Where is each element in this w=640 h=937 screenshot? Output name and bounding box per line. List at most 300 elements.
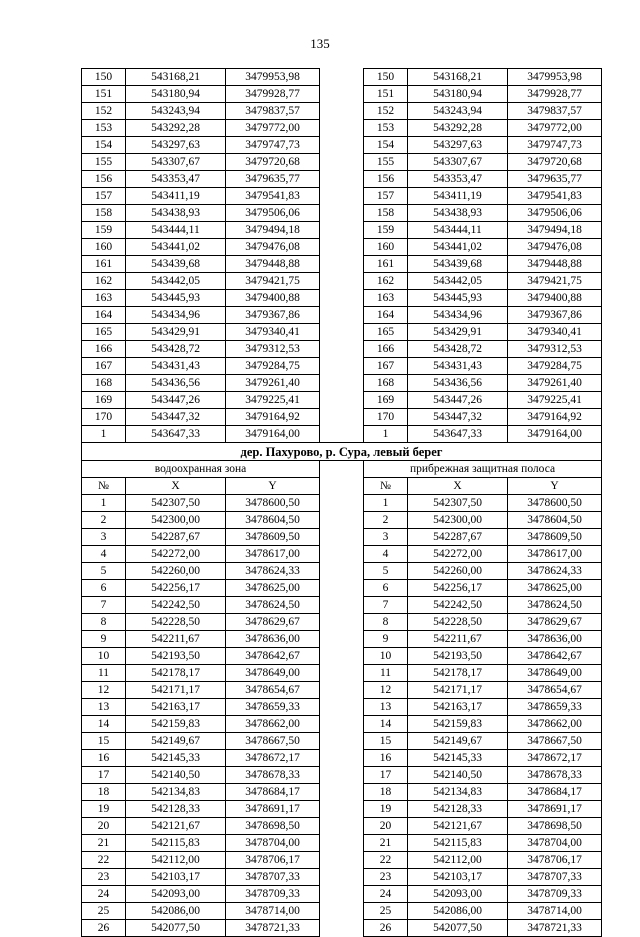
left-x-coordinate-cell: 543168,21 [126,69,226,86]
table-row [82,529,602,546]
left-x-coordinate-cell: 542128,33 [126,801,226,818]
left-point-number-cell: 26 [82,920,126,937]
right-y-coordinate-cell: 3479340,41 [508,324,602,341]
gap-cell [320,682,364,699]
water-protection-zone-label: водоохранная зона [82,461,320,478]
left-x-coordinate-cell: 542112,00 [126,852,226,869]
gap-cell [320,784,364,801]
table-row [82,86,602,103]
left-x-coordinate-cell: 542307,50 [126,495,226,512]
left-point-number-cell: 14 [82,716,126,733]
left-y-coordinate-cell: 3479837,57 [226,103,320,120]
left-x-coordinate-cell: 543429,91 [126,324,226,341]
gap-cell [320,767,364,784]
right-y-coordinate-cell: 3479928,77 [508,86,602,103]
table-row [82,103,602,120]
right-point-number-cell: 10 [364,648,408,665]
table-row [82,69,602,86]
right-x-coordinate-cell: 542149,67 [408,733,508,750]
right-point-number-cell: 170 [364,409,408,426]
left-x-coordinate-cell: 542121,67 [126,818,226,835]
left-y-coordinate-cell: 3479367,86 [226,307,320,324]
left-point-number-cell: 9 [82,631,126,648]
left-y-coordinate-cell: 3478642,67 [226,648,320,665]
table-row [82,426,602,443]
right-y-coordinate-cell: 3479400,88 [508,290,602,307]
left-x-coordinate-cell: 543447,26 [126,392,226,409]
right-point-number-cell: 8 [364,614,408,631]
left-y-coordinate-cell: 3478667,50 [226,733,320,750]
left-x-coordinate-cell: 543411,19 [126,188,226,205]
left-y-header: Y [226,478,320,495]
right-x-coordinate-cell: 542300,00 [408,512,508,529]
right-point-number-cell: 161 [364,256,408,273]
table-row [82,120,602,137]
right-point-number-cell: 151 [364,86,408,103]
left-y-coordinate-cell: 3479448,88 [226,256,320,273]
right-y-coordinate-cell: 3479421,75 [508,273,602,290]
left-y-coordinate-cell: 3478709,33 [226,886,320,903]
table-row [82,222,602,239]
left-point-number-cell: 22 [82,852,126,869]
left-y-coordinate-cell: 3479953,98 [226,69,320,86]
right-x-coordinate-cell: 542121,67 [408,818,508,835]
left-y-coordinate-cell: 3479494,18 [226,222,320,239]
right-x-coordinate-cell: 543436,56 [408,375,508,392]
table-row [82,852,602,869]
right-point-number-cell: 1 [364,495,408,512]
right-point-number-cell: 162 [364,273,408,290]
right-y-coordinate-cell: 3479772,00 [508,120,602,137]
right-point-number-cell: 157 [364,188,408,205]
gap-cell [320,495,364,512]
left-x-coordinate-cell: 542287,67 [126,529,226,546]
left-point-number-cell: 157 [82,188,126,205]
right-x-coordinate-cell: 542242,50 [408,597,508,614]
left-x-coordinate-cell: 542093,00 [126,886,226,903]
right-y-coordinate-cell: 3478659,33 [508,699,602,716]
right-y-coordinate-cell: 3478672,17 [508,750,602,767]
left-y-coordinate-cell: 3478721,33 [226,920,320,937]
left-x-coordinate-cell: 542171,17 [126,682,226,699]
left-y-coordinate-cell: 3478678,33 [226,767,320,784]
right-x-coordinate-cell: 542171,17 [408,682,508,699]
right-x-coordinate-cell: 542077,50 [408,920,508,937]
right-y-coordinate-cell: 3479164,92 [508,409,602,426]
gap-cell [320,341,364,358]
left-point-number-cell: 170 [82,409,126,426]
right-x-coordinate-cell: 543297,63 [408,137,508,154]
right-point-number-cell: 20 [364,818,408,835]
right-y-coordinate-cell: 3479541,83 [508,188,602,205]
table-row [82,171,602,188]
left-x-coordinate-cell: 543428,72 [126,341,226,358]
right-x-coordinate-cell: 542272,00 [408,546,508,563]
table-row [82,750,602,767]
gap-cell [320,239,364,256]
left-y-coordinate-cell: 3479164,00 [226,426,320,443]
right-x-coordinate-cell: 542145,33 [408,750,508,767]
left-y-coordinate-cell: 3478714,00 [226,903,320,920]
right-y-coordinate-cell: 3479506,06 [508,205,602,222]
left-x-coordinate-cell: 542211,67 [126,631,226,648]
right-point-number-cell: 155 [364,154,408,171]
right-y-coordinate-cell: 3479284,75 [508,358,602,375]
gap-cell [320,716,364,733]
right-y-coordinate-cell: 3478624,50 [508,597,602,614]
table-row [82,341,602,358]
left-point-number-cell: 19 [82,801,126,818]
left-y-coordinate-cell: 3479312,53 [226,341,320,358]
gap-cell [320,461,364,478]
left-point-number-cell: 20 [82,818,126,835]
gap-cell [320,375,364,392]
right-y-coordinate-cell: 3479635,77 [508,171,602,188]
left-y-coordinate-cell: 3479284,75 [226,358,320,375]
left-y-coordinate-cell: 3478624,50 [226,597,320,614]
right-x-coordinate-cell: 543428,72 [408,341,508,358]
left-y-coordinate-cell: 3478704,00 [226,835,320,852]
right-y-coordinate-cell: 3478662,00 [508,716,602,733]
right-x-coordinate-cell: 542193,50 [408,648,508,665]
left-point-number-cell: 21 [82,835,126,852]
table-row [82,716,602,733]
gap-cell [320,290,364,307]
table-row [82,869,602,886]
right-point-number-cell: 9 [364,631,408,648]
table-row [82,784,602,801]
left-point-number-cell: 168 [82,375,126,392]
right-x-coordinate-cell: 543353,47 [408,171,508,188]
left-x-coordinate-cell: 543438,93 [126,205,226,222]
right-y-coordinate-cell: 3478667,50 [508,733,602,750]
right-point-number-cell: 150 [364,69,408,86]
right-y-coordinate-cell: 3478704,00 [508,835,602,852]
left-y-coordinate-cell: 3479772,00 [226,120,320,137]
left-y-coordinate-cell: 3478698,50 [226,818,320,835]
gap-cell [320,580,364,597]
gap-cell [320,137,364,154]
left-point-number-cell: 3 [82,529,126,546]
table-row [82,920,602,937]
right-point-number-cell: 17 [364,767,408,784]
right-y-coordinate-cell: 3478617,00 [508,546,602,563]
gap-cell [320,835,364,852]
gap-cell [320,852,364,869]
gap-cell [320,801,364,818]
right-x-coordinate-cell: 542093,00 [408,886,508,903]
right-point-number-cell: 18 [364,784,408,801]
gap-cell [320,546,364,563]
left-point-number-cell: 166 [82,341,126,358]
right-x-coordinate-cell: 542260,00 [408,563,508,580]
coastal-protection-strip-label: прибрежная защитная полоса [364,461,602,478]
table-row [82,801,602,818]
table-row [82,886,602,903]
right-point-number-cell: 23 [364,869,408,886]
left-y-coordinate-cell: 3479225,41 [226,392,320,409]
left-point-number-cell: 11 [82,665,126,682]
left-point-number-cell: 162 [82,273,126,290]
gap-cell [320,154,364,171]
right-x-coordinate-cell: 543168,21 [408,69,508,86]
right-point-number-cell: 14 [364,716,408,733]
table-row [82,648,602,665]
left-y-coordinate-cell: 3479541,83 [226,188,320,205]
right-point-number-cell: 168 [364,375,408,392]
gap-cell [320,392,364,409]
left-point-number-cell: 18 [82,784,126,801]
right-x-coordinate-cell: 542086,00 [408,903,508,920]
left-x-coordinate-cell: 543434,96 [126,307,226,324]
left-x-coordinate-cell: 543445,93 [126,290,226,307]
table-row [82,154,602,171]
left-x-coordinate-cell: 542178,17 [126,665,226,682]
left-x-coordinate-cell: 543441,02 [126,239,226,256]
right-y-coordinate-cell: 3479476,08 [508,239,602,256]
left-y-coordinate-cell: 3479340,41 [226,324,320,341]
right-point-number-cell: 165 [364,324,408,341]
right-point-number-cell: 154 [364,137,408,154]
left-y-coordinate-cell: 3478629,67 [226,614,320,631]
left-point-number-cell: 15 [82,733,126,750]
page-number: 135 [310,36,330,51]
left-x-coordinate-cell: 542115,83 [126,835,226,852]
right-y-coordinate-cell: 3478600,50 [508,495,602,512]
right-x-coordinate-cell: 543243,94 [408,103,508,120]
left-x-coordinate-cell: 542145,33 [126,750,226,767]
right-point-number-cell: 24 [364,886,408,903]
table-row [82,290,602,307]
left-number-header: № [82,478,126,495]
right-x-coordinate-cell: 542128,33 [408,801,508,818]
right-y-coordinate-cell: 3479494,18 [508,222,602,239]
left-x-coordinate-cell: 543431,43 [126,358,226,375]
right-y-coordinate-cell: 3478624,33 [508,563,602,580]
gap-cell [320,478,364,495]
gap-cell [320,86,364,103]
right-y-coordinate-cell: 3479367,86 [508,307,602,324]
gap-cell [320,120,364,137]
left-y-coordinate-cell: 3479421,75 [226,273,320,290]
right-x-coordinate-cell: 542115,83 [408,835,508,852]
left-x-coordinate-cell: 543297,63 [126,137,226,154]
left-point-number-cell: 5 [82,563,126,580]
right-y-coordinate-cell: 3478721,33 [508,920,602,937]
left-y-coordinate-cell: 3478691,17 [226,801,320,818]
right-y-header: Y [508,478,602,495]
gap-cell [320,750,364,767]
left-point-number-cell: 16 [82,750,126,767]
gap-cell [320,631,364,648]
zone-labels-row [82,461,602,478]
left-point-number-cell: 1 [82,495,126,512]
left-point-number-cell: 2 [82,512,126,529]
right-y-coordinate-cell: 3479164,00 [508,426,602,443]
right-point-number-cell: 153 [364,120,408,137]
gap-cell [320,222,364,239]
right-x-coordinate-cell: 543411,19 [408,188,508,205]
right-point-number-cell: 158 [364,205,408,222]
left-y-coordinate-cell: 3479506,06 [226,205,320,222]
right-point-number-cell: 169 [364,392,408,409]
gap-cell [320,324,364,341]
right-y-coordinate-cell: 3478649,00 [508,665,602,682]
left-x-coordinate-cell: 542242,50 [126,597,226,614]
gap-cell [320,512,364,529]
left-point-number-cell: 158 [82,205,126,222]
left-x-coordinate-cell: 542256,17 [126,580,226,597]
right-y-coordinate-cell: 3478629,67 [508,614,602,631]
right-point-number-cell: 26 [364,920,408,937]
right-x-coordinate-cell: 543447,26 [408,392,508,409]
gap-cell [320,699,364,716]
left-point-number-cell: 159 [82,222,126,239]
left-y-coordinate-cell: 3478604,50 [226,512,320,529]
left-y-coordinate-cell: 3479476,08 [226,239,320,256]
left-x-coordinate-cell: 542272,00 [126,546,226,563]
right-x-coordinate-cell: 543434,96 [408,307,508,324]
left-point-number-cell: 12 [82,682,126,699]
gap-cell [320,648,364,665]
table-row [82,375,602,392]
table-row [82,205,602,222]
gap-cell [320,307,364,324]
right-x-coordinate-cell: 543180,94 [408,86,508,103]
right-point-number-cell: 19 [364,801,408,818]
left-x-coordinate-cell: 542300,00 [126,512,226,529]
left-point-number-cell: 163 [82,290,126,307]
left-y-coordinate-cell: 3478672,17 [226,750,320,767]
right-point-number-cell: 163 [364,290,408,307]
right-x-coordinate-cell: 543447,32 [408,409,508,426]
gap-cell [320,920,364,937]
gap-cell [320,205,364,222]
left-y-coordinate-cell: 3478654,67 [226,682,320,699]
left-x-coordinate-cell: 543442,05 [126,273,226,290]
left-x-coordinate-cell: 542077,50 [126,920,226,937]
left-y-coordinate-cell: 3478649,00 [226,665,320,682]
right-x-coordinate-cell: 542103,17 [408,869,508,886]
left-x-coordinate-cell: 542260,00 [126,563,226,580]
left-y-coordinate-cell: 3478624,33 [226,563,320,580]
left-y-coordinate-cell: 3478684,17 [226,784,320,801]
left-point-number-cell: 24 [82,886,126,903]
right-x-coordinate-cell: 542256,17 [408,580,508,597]
left-point-number-cell: 167 [82,358,126,375]
right-x-coordinate-cell: 543307,67 [408,154,508,171]
left-y-coordinate-cell: 3479261,40 [226,375,320,392]
left-y-coordinate-cell: 3478706,17 [226,852,320,869]
right-point-number-cell: 7 [364,597,408,614]
right-point-number-cell: 25 [364,903,408,920]
section-title: дер. Пахурово, р. Сура, левый берег [82,443,602,461]
right-point-number-cell: 166 [364,341,408,358]
table-row [82,767,602,784]
left-point-number-cell: 155 [82,154,126,171]
left-x-coordinate-cell: 542103,17 [126,869,226,886]
right-y-coordinate-cell: 3478709,33 [508,886,602,903]
right-point-number-cell: 152 [364,103,408,120]
right-number-header: № [364,478,408,495]
right-x-coordinate-cell: 542112,00 [408,852,508,869]
right-y-coordinate-cell: 3478609,50 [508,529,602,546]
left-y-coordinate-cell: 3479928,77 [226,86,320,103]
table-row [82,188,602,205]
table-row [82,614,602,631]
right-point-number-cell: 156 [364,171,408,188]
right-point-number-cell: 4 [364,546,408,563]
left-point-number-cell: 169 [82,392,126,409]
gap-cell [320,103,364,120]
right-x-coordinate-cell: 543444,11 [408,222,508,239]
right-y-coordinate-cell: 3479225,41 [508,392,602,409]
gap-cell [320,426,364,443]
gap-cell [320,529,364,546]
gap-cell [320,188,364,205]
table-row [82,818,602,835]
table-row [82,597,602,614]
right-y-coordinate-cell: 3478625,00 [508,580,602,597]
left-x-coordinate-cell: 542134,83 [126,784,226,801]
left-x-coordinate-cell: 543243,94 [126,103,226,120]
gap-cell [320,733,364,750]
left-y-coordinate-cell: 3478707,33 [226,869,320,886]
left-x-coordinate-cell: 542163,17 [126,699,226,716]
right-x-coordinate-cell: 542134,83 [408,784,508,801]
left-x-coordinate-cell: 543307,67 [126,154,226,171]
left-y-coordinate-cell: 3479400,88 [226,290,320,307]
left-point-number-cell: 23 [82,869,126,886]
right-point-number-cell: 5 [364,563,408,580]
table-row [82,273,602,290]
table-row [82,835,602,852]
right-y-coordinate-cell: 3478714,00 [508,903,602,920]
left-point-number-cell: 25 [82,903,126,920]
left-point-number-cell: 152 [82,103,126,120]
coordinates-table [81,68,602,937]
right-y-coordinate-cell: 3478706,17 [508,852,602,869]
gap-cell [320,886,364,903]
right-y-coordinate-cell: 3478604,50 [508,512,602,529]
left-point-number-cell: 160 [82,239,126,256]
right-x-coordinate-cell: 543442,05 [408,273,508,290]
left-x-coordinate-cell: 543647,33 [126,426,226,443]
left-x-header: X [126,478,226,495]
left-y-coordinate-cell: 3478636,00 [226,631,320,648]
gap-cell [320,171,364,188]
table-row [82,546,602,563]
left-x-coordinate-cell: 543444,11 [126,222,226,239]
left-x-coordinate-cell: 543353,47 [126,171,226,188]
left-y-coordinate-cell: 3478600,50 [226,495,320,512]
right-y-coordinate-cell: 3479837,57 [508,103,602,120]
right-x-coordinate-cell: 542287,67 [408,529,508,546]
left-y-coordinate-cell: 3478617,00 [226,546,320,563]
right-point-number-cell: 164 [364,307,408,324]
left-point-number-cell: 164 [82,307,126,324]
gap-cell [320,614,364,631]
table-row [82,307,602,324]
table-row [82,256,602,273]
right-x-header: X [408,478,508,495]
right-y-coordinate-cell: 3478707,33 [508,869,602,886]
left-x-coordinate-cell: 543436,56 [126,375,226,392]
gap-cell [320,69,364,86]
left-y-coordinate-cell: 3479164,92 [226,409,320,426]
right-point-number-cell: 11 [364,665,408,682]
left-point-number-cell: 1 [82,426,126,443]
